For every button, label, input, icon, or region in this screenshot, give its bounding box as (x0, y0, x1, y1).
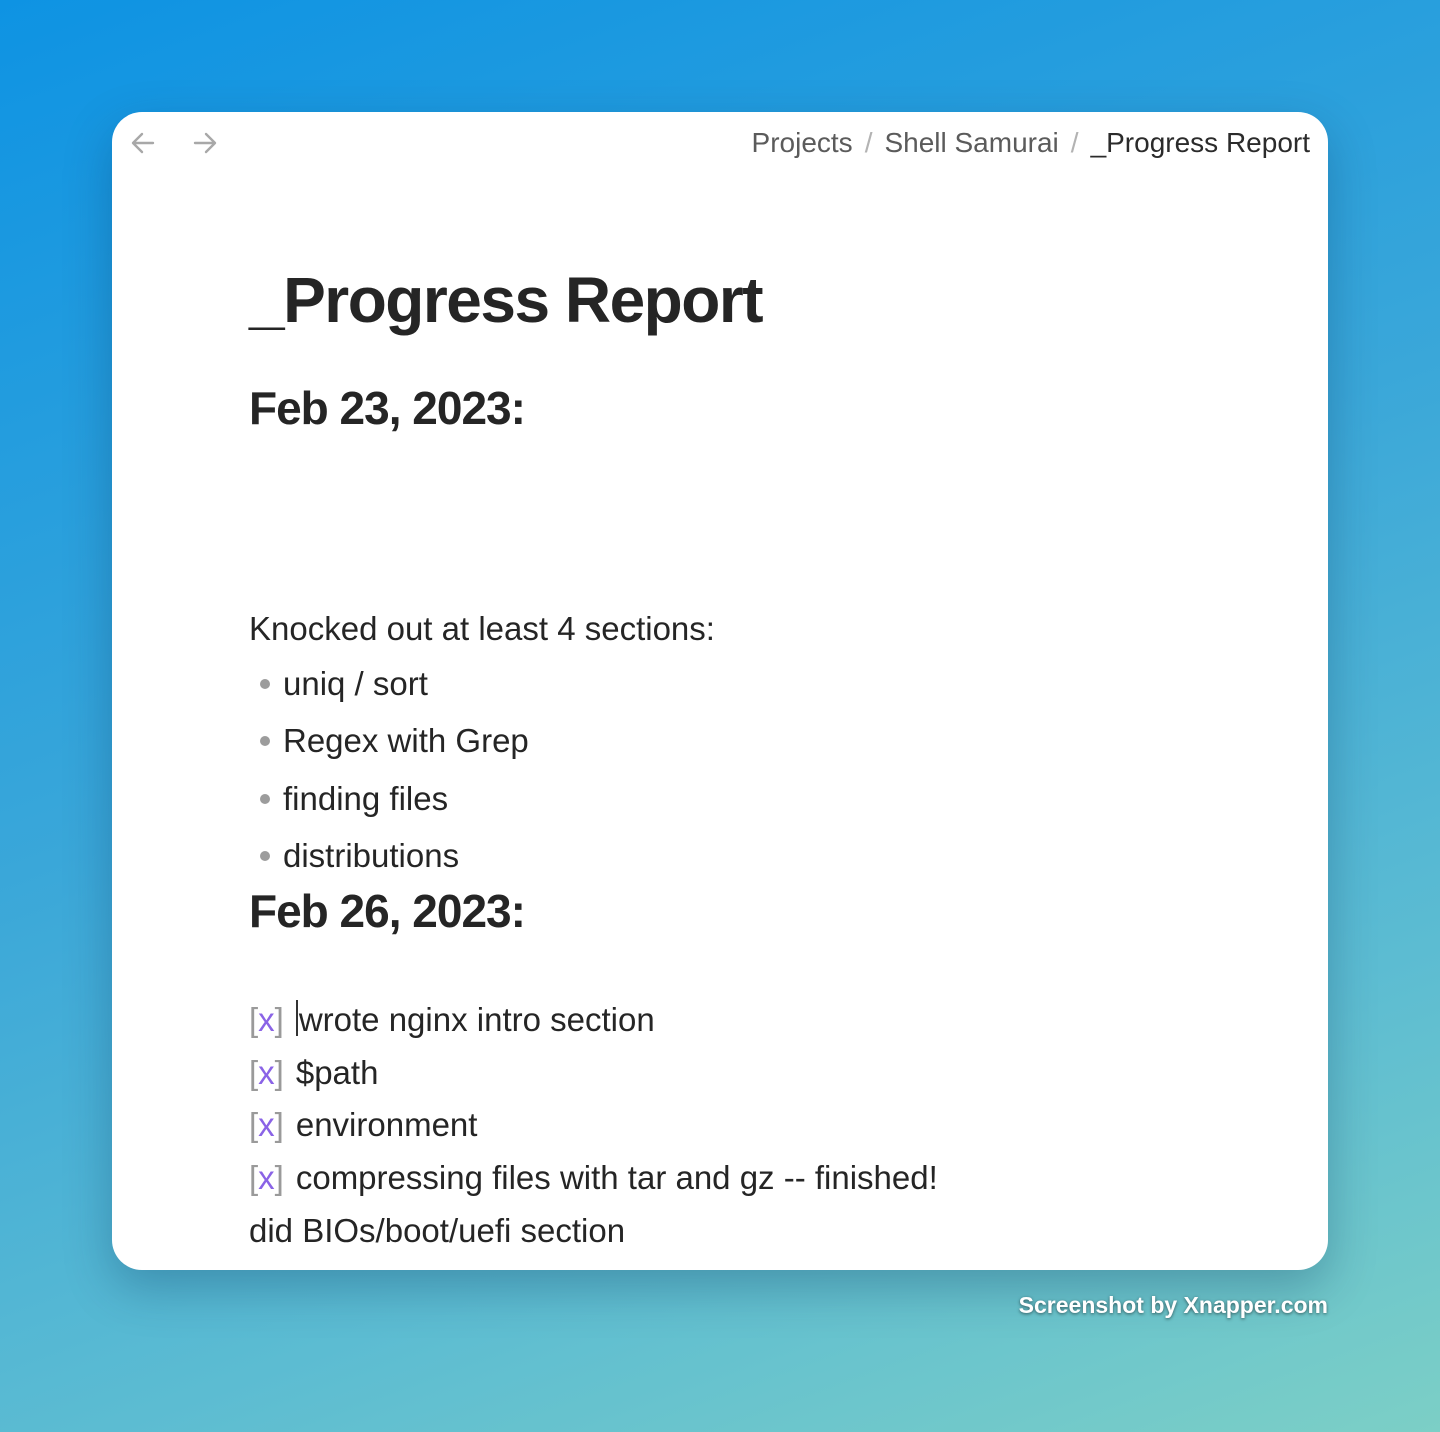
paragraph[interactable]: did BIOs/boot/uefi section (249, 1212, 626, 1249)
breadcrumb-separator: / (864, 127, 873, 158)
task-text: $path (295, 1053, 379, 1091)
breadcrumb-separator: / (1070, 127, 1079, 158)
task-list (249, 994, 938, 1204)
task-bracket-open: [ (249, 1158, 259, 1196)
breadcrumb-item-current[interactable]: _Progress Report (1090, 127, 1310, 158)
task-bracket-open: [ (249, 1001, 259, 1039)
section-heading[interactable]: Feb 26, 2023: (249, 885, 525, 937)
breadcrumb (752, 126, 1310, 160)
task-checkbox[interactable] (249, 1054, 284, 1092)
task-bracket-close: ] (274, 1053, 284, 1091)
task-bracket-close: ] (274, 1158, 284, 1196)
task-checkbox[interactable] (249, 1159, 284, 1197)
list-item[interactable] (249, 713, 529, 771)
app-window (112, 112, 1328, 1270)
forward-button[interactable] (188, 126, 222, 160)
list-item-text: finding files (283, 779, 449, 817)
arrow-right-icon (191, 129, 219, 157)
task-text: wrote nginx intro section (298, 1001, 655, 1039)
task-row[interactable] (249, 1152, 938, 1205)
task-checkbox[interactable] (249, 1106, 284, 1144)
bullet-list (249, 655, 529, 885)
arrow-left-icon (129, 129, 157, 157)
breadcrumb-item-shell-samurai[interactable]: Shell Samurai (884, 127, 1059, 158)
task-checkbox[interactable] (249, 1001, 284, 1039)
bullet-dot (260, 679, 270, 689)
task-text: environment (295, 1106, 478, 1144)
section-heading[interactable]: Feb 23, 2023: (249, 382, 525, 434)
toolbar (112, 112, 1328, 174)
back-button[interactable] (126, 126, 160, 160)
list-item-text: uniq / sort (283, 664, 428, 702)
task-bracket-open: [ (249, 1053, 259, 1091)
list-item[interactable] (249, 770, 529, 828)
list-item[interactable] (249, 828, 529, 886)
bullet-dot (260, 736, 270, 746)
task-check-mark: x (258, 1053, 275, 1091)
task-check-mark: x (258, 1158, 275, 1196)
list-item[interactable] (249, 655, 529, 713)
watermark: Screenshot by Xnapper.com (1018, 1292, 1328, 1318)
task-row[interactable] (249, 1047, 938, 1100)
bullet-dot (260, 794, 270, 804)
task-text: compressing files with tar and gz -- finished! (295, 1158, 938, 1196)
task-check-mark: x (258, 1106, 275, 1144)
list-item-text: distributions (283, 837, 460, 875)
breadcrumb-item-projects[interactable]: Projects (751, 127, 853, 158)
task-row[interactable] (249, 994, 938, 1047)
task-bracket-close: ] (274, 1106, 284, 1144)
text-cursor (296, 1000, 298, 1036)
list-item-text: Regex with Grep (283, 722, 529, 760)
task-row[interactable] (249, 1099, 938, 1152)
bullet-dot (260, 851, 270, 861)
task-bracket-open: [ (249, 1106, 259, 1144)
task-check-mark: x (258, 1001, 275, 1039)
page-title[interactable]: _Progress Report (249, 264, 763, 336)
task-bracket-close: ] (274, 1001, 284, 1039)
paragraph[interactable]: Knocked out at least 4 sections: (249, 610, 715, 647)
